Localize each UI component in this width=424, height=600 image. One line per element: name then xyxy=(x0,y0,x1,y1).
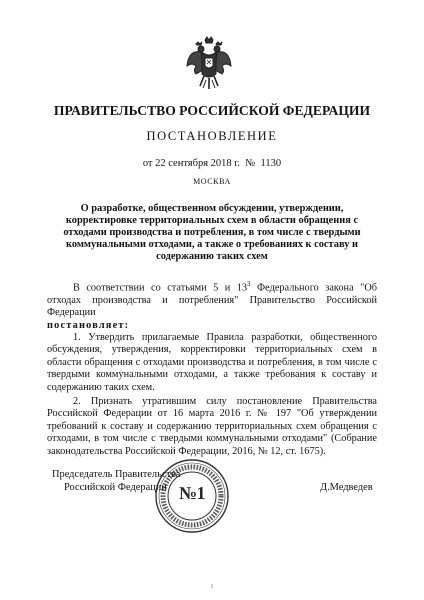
document-body xyxy=(47,278,377,458)
ruling-word: постановляет: xyxy=(47,319,130,331)
item-1-paragraph: 1. Утвердить прилагаемые Правила разработки, общественного обсуждения, утверждения, корректировки территориальных схем в области обращения с отходами производства и потребления, в том числе с твердыми коммунальными отходами, а также требования к составу и содержанию таких схем. xyxy=(47,332,377,393)
signatory-name: Д.Медведев xyxy=(320,482,373,493)
article-superscript: 3 xyxy=(247,280,251,288)
signatory-title-line-2: Российской Федерации xyxy=(64,482,167,493)
intro-paragraph xyxy=(47,278,377,320)
intro-text-b: Федерального закона "Об отходах производства и потребления" Правительство Российской Федерации xyxy=(47,282,377,319)
document-subject: О разработке, общественном обсуждении, утверждении, корректировке территориальных схем в области обращения с отходами производства и потребления, в том числе с твердыми коммунальными отходами, а также о требованиях к составу и содержанию таких схем xyxy=(63,203,361,263)
intro-text-a: В соответствии со статьями 5 и 13 xyxy=(73,282,248,294)
coat-of-arms-icon xyxy=(186,36,232,90)
signatory-title-line-1: Председатель Правительства xyxy=(52,469,181,480)
document-number: № 1130 xyxy=(245,158,282,169)
page-number: 1 xyxy=(210,584,214,590)
issue-city: МОСКВА xyxy=(193,177,231,186)
signatory-title xyxy=(52,468,180,494)
document-type: ПОСТАНОВЛЕНИЕ xyxy=(146,129,278,143)
seal-number: №1 xyxy=(178,483,206,503)
date-number-line xyxy=(0,158,424,169)
government-title: ПРАВИТЕЛЬСТВО РОССИЙСКОЙ ФЕДЕРАЦИИ xyxy=(53,103,371,118)
item-2-paragraph: 2. Признать утратившим силу постановление Правительства Российской Федерации от 16 марта 2016 г. № 197 "Об утверждении требований к составу и содержанию территориальных схем обращения с отходами, в том числе с твердыми коммунальными отходами" (Собрание законодательства Российской Федерации, 2016, № 12, ст. 1675). xyxy=(47,396,377,457)
document-date: от 22 сентября 2018 г. xyxy=(142,158,241,169)
